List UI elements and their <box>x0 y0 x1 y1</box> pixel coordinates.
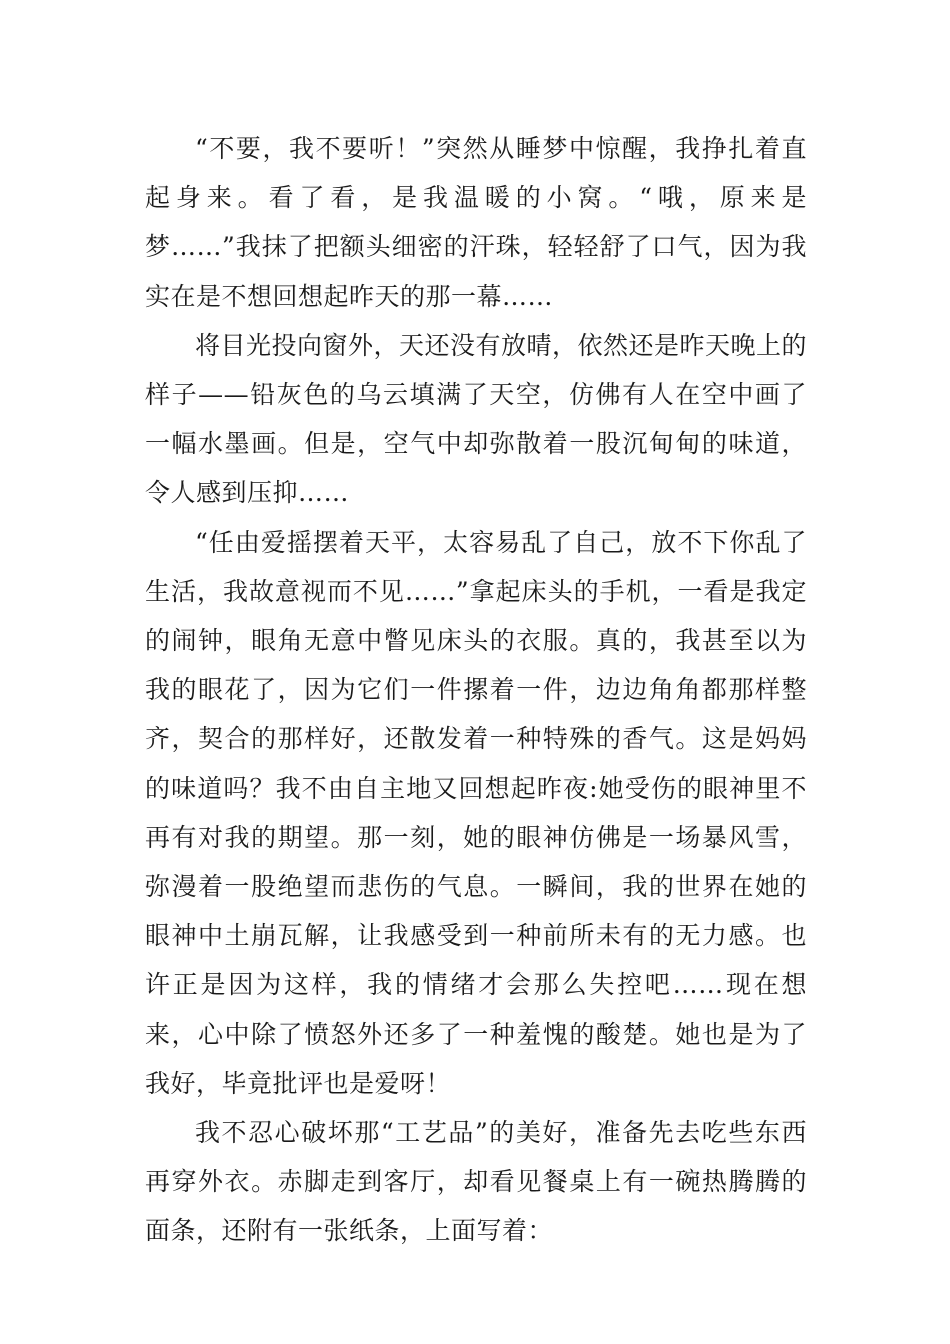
paragraph-2: 将目光投向窗外，天还没有放晴，依然还是昨天晚上的样子——铅灰色的乌云填满了天空，仿佛有人在空中画了一幅水墨画。但是，空气中却弥散着一股沉甸甸的味道，令人感到压抑…… <box>145 330 808 508</box>
paragraph-3: “任由爱摇摆着天平，太容易乱了自己，放不下你乱了生活，我故意视而不见……”拿起床头的手机，一看是我定的闹钟，眼角无意中瞥见床头的衣服。真的，我甚至以为我的眼花了，因为它们一件摞着一件，边边角角都那样整齐，契合的那样好，还散发着一种特殊的香气。这是妈妈的味道吗？我不由自主地又回想起昨夜:她受伤的眼神里不再有对我的期望。那一刻，她的眼神仿佛是一场暴风雪，弥漫着一股绝望而悲伤的气息。一瞬间，我的世界在她的眼神中土崩瓦解，让我感受到一种前所未有的无力感。也许正是因为这样，我的情绪才会那么失控吧……现在想来，心中除了愤怒外还多了一种羞愧的酸楚。她也是为了我好，毕竟批评也是爱呀！ <box>145 527 807 1098</box>
paragraph-4: 我不忍心破坏那“工艺品”的美好，准备先去吃些东西再穿外衣。赤脚走到客厅，却看见餐桌上有一碗热腾腾的面条，还附有一张纸条，上面写着： <box>145 1118 807 1246</box>
paragraph-1: “不要，我不要听！”突然从睡梦中惊醒，我挣扎着直起身来。看了看，是我温暖的小窝。“哦，原来是梦……”我抹了把额头细密的汗珠，轻轻舒了口气，因为我实在是不想回想起昨天的那一幕…… <box>145 134 807 311</box>
document-page <box>145 124 807 1256</box>
